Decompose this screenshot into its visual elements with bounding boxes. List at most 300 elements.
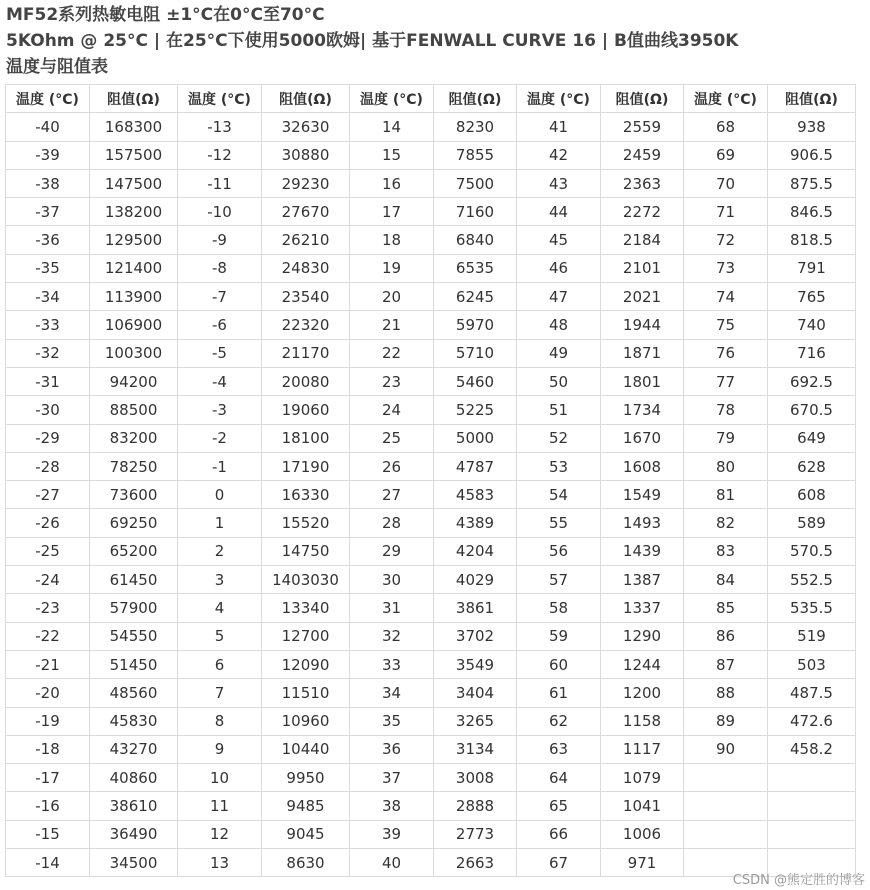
temperature-cell: 53 [517, 452, 601, 480]
temperature-cell: 70 [684, 169, 768, 197]
resistance-cell: 13340 [262, 594, 350, 622]
temperature-cell: 10 [178, 764, 262, 792]
resistance-cell: 670.5 [768, 396, 856, 424]
resistance-cell: 971 [601, 849, 684, 877]
temperature-cell: 39 [350, 820, 434, 848]
header-resistance: 阻值(Ω) [262, 85, 350, 113]
temperature-cell: 27 [350, 481, 434, 509]
resistance-cell: 2101 [601, 254, 684, 282]
resistance-cell: 65200 [90, 537, 178, 565]
resistance-cell: 157500 [90, 141, 178, 169]
temperature-cell: 22 [350, 339, 434, 367]
temperature-cell: 29 [350, 537, 434, 565]
temperature-cell: 31 [350, 594, 434, 622]
resistance-cell: 32630 [262, 113, 350, 141]
resistance-cell: 26210 [262, 226, 350, 254]
resistance-cell: 1734 [601, 396, 684, 424]
temperature-cell: 85 [684, 594, 768, 622]
temperature-cell: 50 [517, 367, 601, 395]
temperature-cell: 84 [684, 566, 768, 594]
resistance-cell: 61450 [90, 566, 178, 594]
table-row [6, 594, 856, 622]
temperature-cell: -20 [6, 679, 90, 707]
resistance-cell [768, 820, 856, 848]
resistance-cell: 1387 [601, 566, 684, 594]
temperature-cell: 30 [350, 566, 434, 594]
resistance-cell: 649 [768, 424, 856, 452]
table-row [6, 254, 856, 282]
temperature-cell: 5 [178, 622, 262, 650]
resistance-cell: 2363 [601, 169, 684, 197]
resistance-cell: 1801 [601, 367, 684, 395]
resistance-cell: 1944 [601, 311, 684, 339]
resistance-cell: 1290 [601, 622, 684, 650]
temperature-cell: 61 [517, 679, 601, 707]
resistance-cell: 5460 [434, 367, 517, 395]
temperature-cell: 77 [684, 367, 768, 395]
resistance-cell: 4029 [434, 566, 517, 594]
resistance-cell: 8230 [434, 113, 517, 141]
resistance-cell: 2184 [601, 226, 684, 254]
resistance-cell: 21170 [262, 339, 350, 367]
temperature-cell: 48 [517, 311, 601, 339]
temperature-cell: 37 [350, 764, 434, 792]
table-row [6, 198, 856, 226]
table-header-row [6, 85, 856, 113]
temperature-cell: 62 [517, 707, 601, 735]
resistance-cell: 10960 [262, 707, 350, 735]
resistance-cell: 2888 [434, 792, 517, 820]
temperature-cell: -32 [6, 339, 90, 367]
temperature-cell: 40 [350, 849, 434, 877]
table-row [6, 396, 856, 424]
temperature-cell: 16 [350, 169, 434, 197]
resistance-cell: 12700 [262, 622, 350, 650]
temperature-cell: 81 [684, 481, 768, 509]
resistance-cell: 43270 [90, 735, 178, 763]
resistance-cell: 6840 [434, 226, 517, 254]
header-temperature: 温度 (°C) [6, 85, 90, 113]
temperature-cell: 11 [178, 792, 262, 820]
resistance-cell: 57900 [90, 594, 178, 622]
resistance-cell: 4583 [434, 481, 517, 509]
resistance-cell: 94200 [90, 367, 178, 395]
resistance-cell: 9950 [262, 764, 350, 792]
resistance-cell: 40860 [90, 764, 178, 792]
temperature-cell [684, 792, 768, 820]
resistance-cell: 6245 [434, 283, 517, 311]
temperature-cell: 3 [178, 566, 262, 594]
resistance-cell: 818.5 [768, 226, 856, 254]
resistance-cell: 2663 [434, 849, 517, 877]
table-row [6, 650, 856, 678]
resistance-cell: 472.6 [768, 707, 856, 735]
temperature-cell: 14 [350, 113, 434, 141]
temperature-cell: 73 [684, 254, 768, 282]
table-row [6, 424, 856, 452]
resistance-cell: 14750 [262, 537, 350, 565]
temperature-cell: -29 [6, 424, 90, 452]
temperature-cell: 25 [350, 424, 434, 452]
page-header [6, 2, 739, 80]
resistance-cell: 1200 [601, 679, 684, 707]
temperature-cell: 90 [684, 735, 768, 763]
resistance-cell: 6535 [434, 254, 517, 282]
temperature-cell: 65 [517, 792, 601, 820]
resistance-cell: 12090 [262, 650, 350, 678]
resistance-cell: 1079 [601, 764, 684, 792]
table-row [6, 226, 856, 254]
resistance-cell: 3702 [434, 622, 517, 650]
resistance-cell: 113900 [90, 283, 178, 311]
temperature-cell: 41 [517, 113, 601, 141]
temperature-cell: 9 [178, 735, 262, 763]
temperature-cell: 75 [684, 311, 768, 339]
table-row [6, 679, 856, 707]
temperature-cell: -7 [178, 283, 262, 311]
temperature-cell: -1 [178, 452, 262, 480]
temperature-cell: -22 [6, 622, 90, 650]
temperature-cell: -12 [178, 141, 262, 169]
temperature-cell: -19 [6, 707, 90, 735]
table-row [6, 764, 856, 792]
header-temperature: 温度 (°C) [178, 85, 262, 113]
resistance-cell: 5970 [434, 311, 517, 339]
resistance-cell: 19060 [262, 396, 350, 424]
temperature-cell: -40 [6, 113, 90, 141]
table-row [6, 452, 856, 480]
resistance-cell: 54550 [90, 622, 178, 650]
header-temperature: 温度 (°C) [684, 85, 768, 113]
header-resistance: 阻值(Ω) [601, 85, 684, 113]
table-row [6, 566, 856, 594]
temperature-cell: 19 [350, 254, 434, 282]
watermark: CSDN @熊定胜的博客 [732, 873, 865, 888]
temperature-cell: 60 [517, 650, 601, 678]
resistance-cell: 3549 [434, 650, 517, 678]
table-row [6, 113, 856, 141]
temperature-cell: 38 [350, 792, 434, 820]
temperature-cell: 51 [517, 396, 601, 424]
resistance-cell: 3134 [434, 735, 517, 763]
temperature-cell: -8 [178, 254, 262, 282]
resistance-cell: 10440 [262, 735, 350, 763]
table-row [6, 141, 856, 169]
header-temperature: 温度 (°C) [350, 85, 434, 113]
temperature-cell: -6 [178, 311, 262, 339]
temperature-cell: -26 [6, 509, 90, 537]
temperature-cell: 34 [350, 679, 434, 707]
resistance-cell: 552.5 [768, 566, 856, 594]
title-line: MF52系列热敏电阻 ±1°C在0°C至70°C [6, 5, 325, 25]
resistance-cell: 2459 [601, 141, 684, 169]
temperature-cell: -23 [6, 594, 90, 622]
resistance-cell [768, 764, 856, 792]
temperature-cell: 20 [350, 283, 434, 311]
temperature-cell: -10 [178, 198, 262, 226]
temperature-cell: 66 [517, 820, 601, 848]
temperature-cell: -5 [178, 339, 262, 367]
temperature-cell: 23 [350, 367, 434, 395]
resistance-cell: 7160 [434, 198, 517, 226]
resistance-cell: 1493 [601, 509, 684, 537]
temperature-cell: -13 [178, 113, 262, 141]
temperature-cell: 79 [684, 424, 768, 452]
temperature-cell: -3 [178, 396, 262, 424]
resistance-cell: 1403030 [262, 566, 350, 594]
resistance-cell: 36490 [90, 820, 178, 848]
temperature-cell: 86 [684, 622, 768, 650]
temperature-cell: 47 [517, 283, 601, 311]
temperature-cell: -2 [178, 424, 262, 452]
resistance-cell: 138200 [90, 198, 178, 226]
subtitle-line: 5KOhm @ 25°C | 在25°C下使用5000欧姆| 基于FENWALL CURVE 16 | B值曲线3950K [6, 31, 739, 51]
temperature-cell: -31 [6, 367, 90, 395]
resistance-cell: 9485 [262, 792, 350, 820]
temperature-cell: 56 [517, 537, 601, 565]
resistance-cell: 938 [768, 113, 856, 141]
resistance-cell: 29230 [262, 169, 350, 197]
resistance-cell: 1608 [601, 452, 684, 480]
temperature-cell: -33 [6, 311, 90, 339]
temperature-cell: 17 [350, 198, 434, 226]
resistance-cell: 2559 [601, 113, 684, 141]
temperature-cell: 59 [517, 622, 601, 650]
resistance-cell: 1117 [601, 735, 684, 763]
resistance-cell: 4204 [434, 537, 517, 565]
resistance-cell: 106900 [90, 311, 178, 339]
temperature-cell: 69 [684, 141, 768, 169]
table-row [6, 707, 856, 735]
table-row [6, 367, 856, 395]
header-temperature: 温度 (°C) [517, 85, 601, 113]
temperature-cell: 21 [350, 311, 434, 339]
resistance-cell: 73600 [90, 481, 178, 509]
resistance-cell: 69250 [90, 509, 178, 537]
temperature-cell: 71 [684, 198, 768, 226]
temperature-cell: 8 [178, 707, 262, 735]
table-row [6, 537, 856, 565]
table-row [6, 283, 856, 311]
temperature-cell: -21 [6, 650, 90, 678]
temperature-cell: 6 [178, 650, 262, 678]
resistance-cell: 519 [768, 622, 856, 650]
temperature-cell [684, 764, 768, 792]
resistance-cell: 83200 [90, 424, 178, 452]
resistance-cell: 3404 [434, 679, 517, 707]
resistance-cell: 1158 [601, 707, 684, 735]
table-row [6, 509, 856, 537]
temperature-cell: -11 [178, 169, 262, 197]
table-row [6, 169, 856, 197]
temperature-cell: -37 [6, 198, 90, 226]
temperature-cell: -27 [6, 481, 90, 509]
temperature-cell: 43 [517, 169, 601, 197]
resistance-cell: 765 [768, 283, 856, 311]
resistance-cell: 7500 [434, 169, 517, 197]
temperature-cell: -15 [6, 820, 90, 848]
temperature-cell: -34 [6, 283, 90, 311]
temperature-cell: 83 [684, 537, 768, 565]
temperature-cell: 24 [350, 396, 434, 424]
temperature-cell: 80 [684, 452, 768, 480]
temperature-cell: 88 [684, 679, 768, 707]
resistance-cell: 570.5 [768, 537, 856, 565]
table-row [6, 481, 856, 509]
temperature-cell: 89 [684, 707, 768, 735]
resistance-cell: 692.5 [768, 367, 856, 395]
temperature-cell: -17 [6, 764, 90, 792]
resistance-cell: 8630 [262, 849, 350, 877]
resistance-cell: 1244 [601, 650, 684, 678]
temperature-cell: 12 [178, 820, 262, 848]
resistance-cell: 5710 [434, 339, 517, 367]
table-row [6, 735, 856, 763]
resistance-cell: 30880 [262, 141, 350, 169]
resistance-cell: 906.5 [768, 141, 856, 169]
resistance-cell: 5225 [434, 396, 517, 424]
resistance-cell: 18100 [262, 424, 350, 452]
resistance-cell: 48560 [90, 679, 178, 707]
resistance-cell: 100300 [90, 339, 178, 367]
temperature-cell: 78 [684, 396, 768, 424]
temperature-cell: 36 [350, 735, 434, 763]
temperature-cell: -14 [6, 849, 90, 877]
temperature-cell: 18 [350, 226, 434, 254]
resistance-cell: 3861 [434, 594, 517, 622]
temperature-cell: 4 [178, 594, 262, 622]
temperature-cell: 0 [178, 481, 262, 509]
temperature-cell: 87 [684, 650, 768, 678]
temperature-cell: 44 [517, 198, 601, 226]
temperature-cell: -39 [6, 141, 90, 169]
resistance-cell: 4389 [434, 509, 517, 537]
table-row [6, 622, 856, 650]
resistance-cell: 9045 [262, 820, 350, 848]
resistance-cell: 34500 [90, 849, 178, 877]
header-resistance: 阻值(Ω) [434, 85, 517, 113]
temperature-cell: 15 [350, 141, 434, 169]
temperature-cell: 7 [178, 679, 262, 707]
resistance-cell: 1549 [601, 481, 684, 509]
resistance-cell: 1337 [601, 594, 684, 622]
temperature-cell: 74 [684, 283, 768, 311]
resistance-cell: 15520 [262, 509, 350, 537]
table-row [6, 849, 856, 877]
header-resistance: 阻值(Ω) [768, 85, 856, 113]
resistance-cell: 503 [768, 650, 856, 678]
resistance-cell [768, 792, 856, 820]
temperature-cell: 72 [684, 226, 768, 254]
temperature-cell: 45 [517, 226, 601, 254]
resistance-cell: 7855 [434, 141, 517, 169]
temperature-cell: -28 [6, 452, 90, 480]
temperature-cell: 1 [178, 509, 262, 537]
resistance-cell: 16330 [262, 481, 350, 509]
resistance-cell: 628 [768, 452, 856, 480]
temperature-cell: 68 [684, 113, 768, 141]
temperature-cell: 52 [517, 424, 601, 452]
resistance-cell: 487.5 [768, 679, 856, 707]
temperature-cell: 57 [517, 566, 601, 594]
table-row [6, 311, 856, 339]
resistance-cell: 2773 [434, 820, 517, 848]
table-row [6, 820, 856, 848]
table-row [6, 792, 856, 820]
resistance-cell: 2021 [601, 283, 684, 311]
resistance-cell: 589 [768, 509, 856, 537]
resistance-cell: 27670 [262, 198, 350, 226]
temperature-cell: 63 [517, 735, 601, 763]
resistance-cell: 4787 [434, 452, 517, 480]
resistance-cell: 1871 [601, 339, 684, 367]
resistance-cell: 78250 [90, 452, 178, 480]
resistance-cell: 17190 [262, 452, 350, 480]
resistance-cell: 3265 [434, 707, 517, 735]
temperature-cell: -36 [6, 226, 90, 254]
resistance-cell: 22320 [262, 311, 350, 339]
temperature-cell: -38 [6, 169, 90, 197]
resistance-cell: 458.2 [768, 735, 856, 763]
resistance-cell: 129500 [90, 226, 178, 254]
temperature-cell: 2 [178, 537, 262, 565]
resistance-cell: 147500 [90, 169, 178, 197]
temperature-cell: -16 [6, 792, 90, 820]
resistance-cell: 88500 [90, 396, 178, 424]
temperature-cell: -18 [6, 735, 90, 763]
temperature-cell: 58 [517, 594, 601, 622]
resistance-cell: 11510 [262, 679, 350, 707]
temperature-cell: 35 [350, 707, 434, 735]
resistance-cell: 23540 [262, 283, 350, 311]
resistance-cell: 51450 [90, 650, 178, 678]
temperature-cell: 26 [350, 452, 434, 480]
resistance-cell: 45830 [90, 707, 178, 735]
resistance-cell: 716 [768, 339, 856, 367]
resistance-cell: 3008 [434, 764, 517, 792]
resistance-cell: 1041 [601, 792, 684, 820]
resistance-cell: 875.5 [768, 169, 856, 197]
resistance-cell: 38610 [90, 792, 178, 820]
resistance-cell: 121400 [90, 254, 178, 282]
resistance-cell: 1006 [601, 820, 684, 848]
temperature-cell: 67 [517, 849, 601, 877]
temperature-cell: -35 [6, 254, 90, 282]
temperature-cell: 82 [684, 509, 768, 537]
resistance-cell: 535.5 [768, 594, 856, 622]
resistance-cell: 608 [768, 481, 856, 509]
resistance-cell: 24830 [262, 254, 350, 282]
resistance-cell: 846.5 [768, 198, 856, 226]
temperature-cell: 33 [350, 650, 434, 678]
temperature-cell: 55 [517, 509, 601, 537]
temperature-cell: 64 [517, 764, 601, 792]
resistance-cell: 740 [768, 311, 856, 339]
temperature-cell: 13 [178, 849, 262, 877]
table-caption: 温度与阻值表 [6, 57, 108, 77]
resistance-cell: 168300 [90, 113, 178, 141]
temperature-cell: 46 [517, 254, 601, 282]
temperature-cell: 76 [684, 339, 768, 367]
temperature-cell: 32 [350, 622, 434, 650]
temperature-cell: -24 [6, 566, 90, 594]
resistance-cell: 2272 [601, 198, 684, 226]
temperature-cell: -9 [178, 226, 262, 254]
temperature-cell: 54 [517, 481, 601, 509]
table-row [6, 339, 856, 367]
resistance-cell: 791 [768, 254, 856, 282]
temperature-cell: 28 [350, 509, 434, 537]
